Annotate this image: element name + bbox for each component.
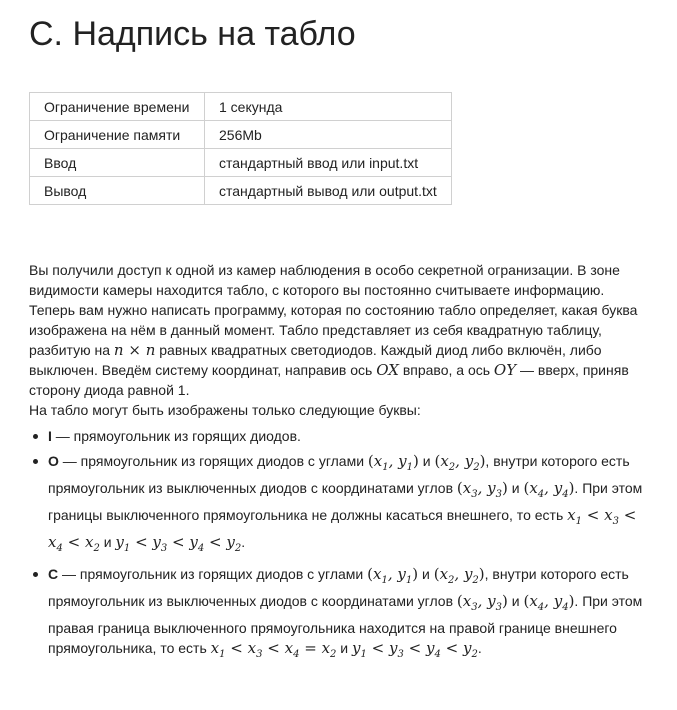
legend-paragraph	[29, 260, 648, 400]
math-expr: ($x_3$, $y_3$)	[456, 592, 508, 613]
limit-value: стандартный ввод или input.txt	[205, 149, 452, 177]
limit-label: Вывод	[30, 177, 205, 205]
letter-name: C	[48, 566, 59, 582]
list-item-letter-o: O — прямоугольник из горящих диодов с углами ($x_1$, $y_1$) и ($x_2$, $y_2$), внутри которого есть прямоугольник из выключенных диодов с координатами углов ($x_3$, $y_3$) и ($x_4$, $y_4$). При этом границы выключенного прямоугольника не должны касаться внешнего, то есть $x_1 < x_3 < x_4 < x_2$ и $y_1 < y_3 < y_4 < y_2$.	[48, 451, 648, 559]
legend-paragraph: На табло могут быть изображены только следующие буквы:	[29, 402, 421, 418]
limit-value: стандартный вывод или output.txt	[205, 177, 452, 205]
legend-text: — вверх, приняв сторону диода равной 1.	[29, 362, 629, 398]
math-n-by-n: n × n	[113, 341, 156, 359]
math-expr: ($x_4$, $y_4$)	[523, 479, 575, 500]
math-expr: ($x_4$, $y_4$)	[523, 592, 575, 613]
letter-name: I	[48, 428, 52, 444]
math-oy: OY	[493, 361, 517, 379]
limit-value: 1 секунда	[205, 93, 452, 121]
math-expr: ($x_2$, $y_2$)	[433, 565, 485, 586]
list-item-letter-i	[48, 426, 648, 446]
math-ox: OX	[376, 361, 399, 379]
math-expr: ($x_1$, $y_1$)	[367, 452, 419, 473]
math-expr: $y_1 < y_3 < y_4 < y_2$	[352, 639, 478, 660]
math-expr: ($x_2$, $y_2$)	[434, 452, 486, 473]
limit-label: Ограничение времени	[30, 93, 205, 121]
letter-description: — прямоугольник из горящих диодов.	[55, 428, 301, 444]
limits-table	[29, 92, 452, 205]
legend-text: равных квадратных светодиодов. Каждый диод либо включён, либо выключен. Введём систему координат, направив ось	[29, 342, 602, 378]
list-item-letter-c: C — прямоугольник из горящих диодов с углами ($x_1$, $y_1$) и ($x_2$, $y_2$), внутри которого есть прямоугольник из выключенных диодов с координатами углов ($x_3$, $y_3$) и ($x_4$, $y_4$). При этом правая граница выключенного прямоугольника находится на правой границе внешнего прямоугольника, то есть $x_1 < x_3 < x_4 = x_2$ и $y_1 < y_3 < y_4 < y_2$.	[48, 564, 648, 665]
letters-list	[29, 426, 648, 665]
table-row	[30, 177, 452, 205]
legend-text: Вы получили доступ к одной из камер наблюдения в особо секретной огранизации. В зоне видимости камеры находится табло, с которого вы постоянно считываете информацию. Теперь вам нужно написать программу, которая по состоянию табло определяет, какая буква изображена на нём в данный момент. Табло представляет из себя квадратную таблицу, разбитую на	[29, 262, 638, 358]
limit-label: Ввод	[30, 149, 205, 177]
table-row	[30, 121, 452, 149]
problem-legend	[29, 260, 648, 665]
limit-value: 256Mb	[205, 121, 452, 149]
table-row	[30, 93, 452, 121]
table-row	[30, 149, 452, 177]
math-expr: ($x_3$, $y_3$)	[456, 479, 508, 500]
math-expr: $x_1 < x_3 < x_4 < x_2$	[48, 506, 637, 554]
math-expr: $y_1 < y_3 < y_4 < y_2$	[115, 533, 242, 554]
legend-text: вправо, а ось	[402, 362, 491, 378]
limit-label: Ограничение памяти	[30, 121, 205, 149]
page-title: C. Надпись на табло	[29, 15, 356, 53]
math-expr: ($x_1$, $y_1$)	[367, 565, 419, 586]
letter-name: O	[48, 453, 59, 469]
math-expr: $x_1 < x_3 < x_4 = x_2$	[210, 639, 337, 660]
